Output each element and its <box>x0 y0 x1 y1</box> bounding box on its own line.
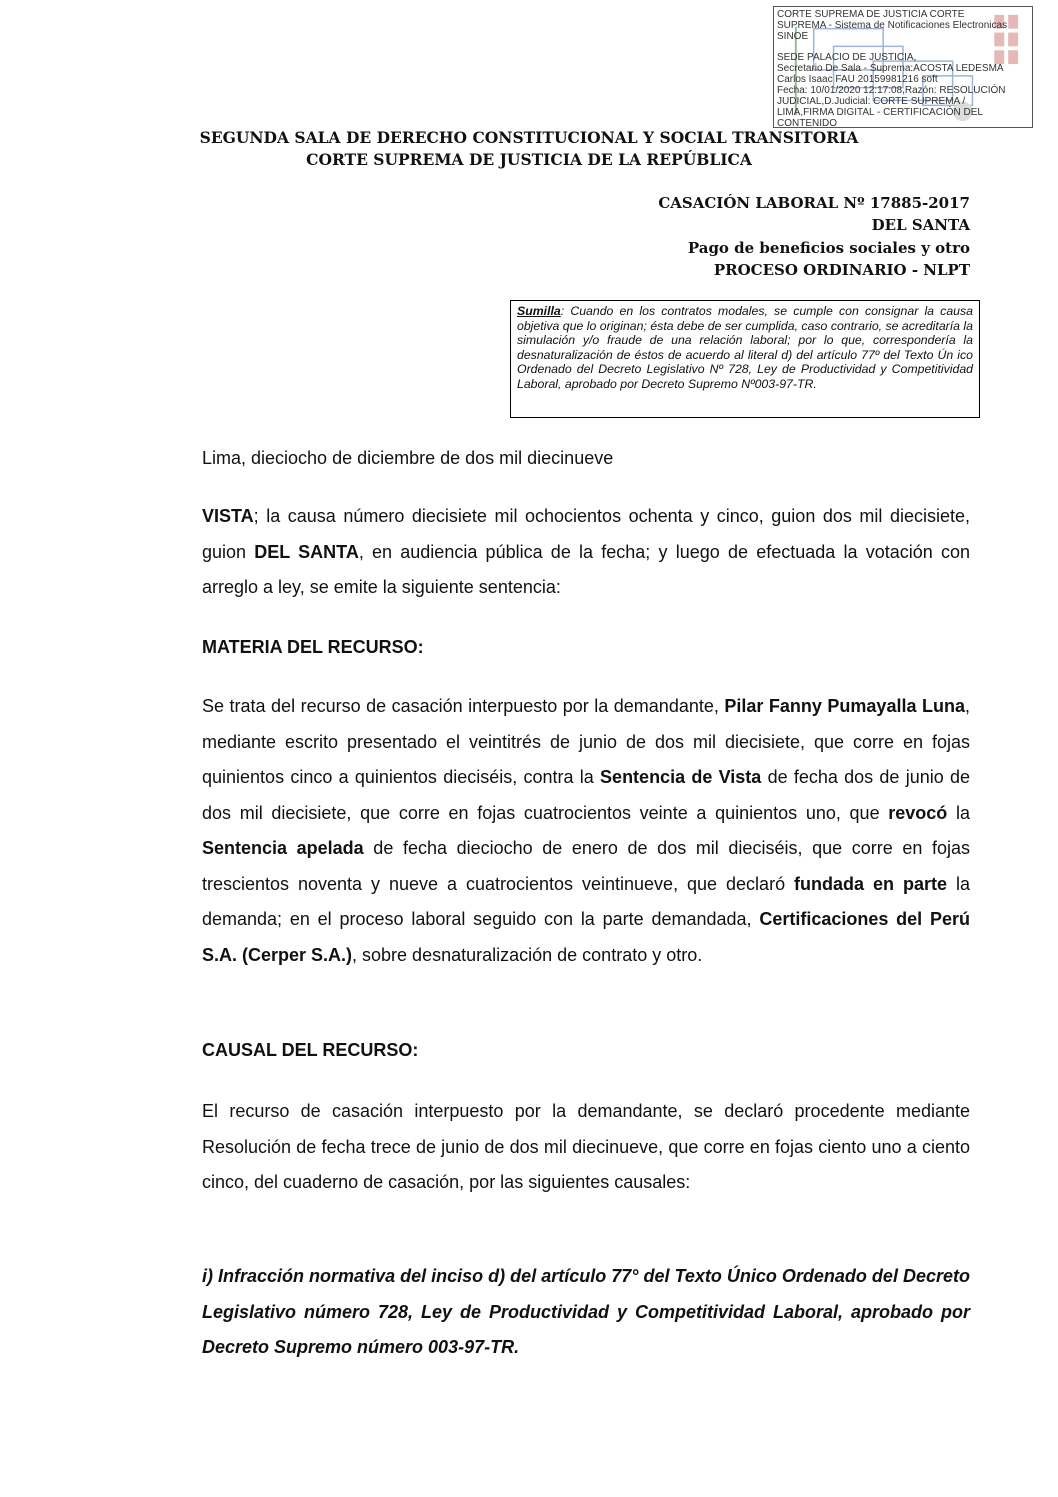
sumilla-box <box>510 300 980 418</box>
stamp-line: Fecha: 10/01/2020 12:17:08,Razón: RESOLUCIÓN <box>777 85 1006 96</box>
materia-text: la demanda; en el proceso laboral seguido con la parte demandada, <box>202 873 970 929</box>
sumilla-text: : Cuando en los contratos modales, se cumple con consignar la causa objetiva que lo originan; ésta debe de ser cumplida, caso contrario, se acreditaría la simulación y/o fraude de una relación laboral; por lo que, correspondería la desnaturalización de éstos de acuerdo al literal d) del artículo 77º del Texto Ún ico Ordenado del Decreto Legislativo Nº 728, Ley de Productividad y Competitividad Laboral, aprobado por Decreto Supremo Nº003-97-TR. <box>517 304 973 391</box>
stamp-line: Carlos Isaac FAU 20159981216 soft <box>777 74 938 85</box>
vista-text: ; la causa número diecisiete mil ochocientos ochenta y cinco, guion dos mil diecisiete, guion <box>202 506 970 562</box>
stamp-line: SINOE <box>777 31 809 42</box>
causal-item: i) Infracción normativa del inciso d) del artículo 77° del Texto Único Ordenado del Decreto Legislativo número 728, Ley de Productividad y Competitividad Laboral, aprobado por Decreto Supremo número 003-97-TR. <box>202 1266 970 1357</box>
vista-label: VISTA <box>202 506 254 526</box>
stamp-line: JUDICIAL,D.Judicial: CORTE SUPREMA / <box>777 96 966 107</box>
vista-text: , en audiencia pública de la fecha; y luego de efectuada la votación con arreglo a ley, se emite la siguiente sentencia: <box>202 541 970 597</box>
causal-heading: CAUSAL DEL RECURSO: <box>202 1040 419 1060</box>
materia-paragraph <box>202 689 970 973</box>
causal-paragraph: El recurso de casación interpuesto por la demandante, se declaró procedente mediante Resolución de fecha trece de junio de dos mil diecinueve, que corre en fojas ciento uno a ciento cinco, del cuaderno de casación, por las siguientes causales: <box>202 1101 970 1192</box>
materia-bold: fundada en parte <box>794 873 947 894</box>
materia-text: de fecha dos de junio de dos mil diecisiete, que corre en fojas cuatrocientos veinte a quinientos uno, que <box>202 767 971 823</box>
stamp-line: LIMA,FIRMA DIGITAL - CERTIFICACIÓN DEL <box>777 107 983 118</box>
defendant-name: Certificaciones del Perú S.A. (Cerper S.A.) <box>202 909 970 965</box>
materia-heading: MATERIA DEL RECURSO: <box>202 637 424 657</box>
court-header-line1: SEGUNDA SALA DE DERECHO CONSTITUCIONAL Y SOCIAL TRANSITORIA <box>199 128 859 147</box>
digital-signature-stamp <box>773 6 1033 128</box>
case-number: CASACIÓN LABORAL Nº 17885-2017 <box>658 194 970 212</box>
stamp-line: SUPREMA - Sistema de Notificaciones Electronicas <box>777 20 1008 31</box>
materia-text: , mediante escrito presentado el veintitrés de junio de dos mil diecisiete, que corre en fojas quinientos cinco a quinientos dieciséis, contra la <box>202 696 970 787</box>
materia-bold: Sentencia de Vista <box>600 767 762 787</box>
sumilla-label: Sumilla <box>517 304 561 318</box>
vista-paragraph <box>202 499 970 606</box>
materia-text: , sobre desnaturalización de contrato y otro. <box>352 944 703 965</box>
court-header-line2: CORTE SUPREMA DE JUSTICIA DE LA REPÚBLICA <box>306 150 752 169</box>
stamp-line: SEDE PALACIO DE JUSTICIA, <box>777 52 917 63</box>
stamp-line: Secretario De Sala - Suprema:ACOSTA LEDESMA <box>777 63 1004 74</box>
date-line: Lima, dieciocho de diciembre de dos mil diecinueve <box>202 448 614 468</box>
stamp-line: CORTE SUPREMA DE JUSTICIA CORTE <box>777 9 965 20</box>
claimant-name: Pilar Fanny Pumayalla Luna <box>724 696 965 716</box>
materia-text: de fecha dieciocho de enero de dos mil dieciséis, que corre en fojas trescientos noventa y nueve a cuatrocientos veintinueve, que declaró <box>202 838 970 894</box>
case-district: DEL SANTA <box>871 216 970 234</box>
case-process: PROCESO ORDINARIO - NLPT <box>713 261 970 279</box>
vista-district: DEL SANTA <box>254 541 359 562</box>
stamp-line: CONTENIDO <box>777 118 837 128</box>
materia-text: la <box>947 802 970 823</box>
materia-text: Se trata del recurso de casación interpuesto por la demandante, <box>202 696 725 716</box>
case-subject: Pago de beneficios sociales y otro <box>687 239 970 257</box>
materia-bold: Sentencia apelada <box>202 838 364 858</box>
materia-bold: revocó <box>888 802 948 823</box>
